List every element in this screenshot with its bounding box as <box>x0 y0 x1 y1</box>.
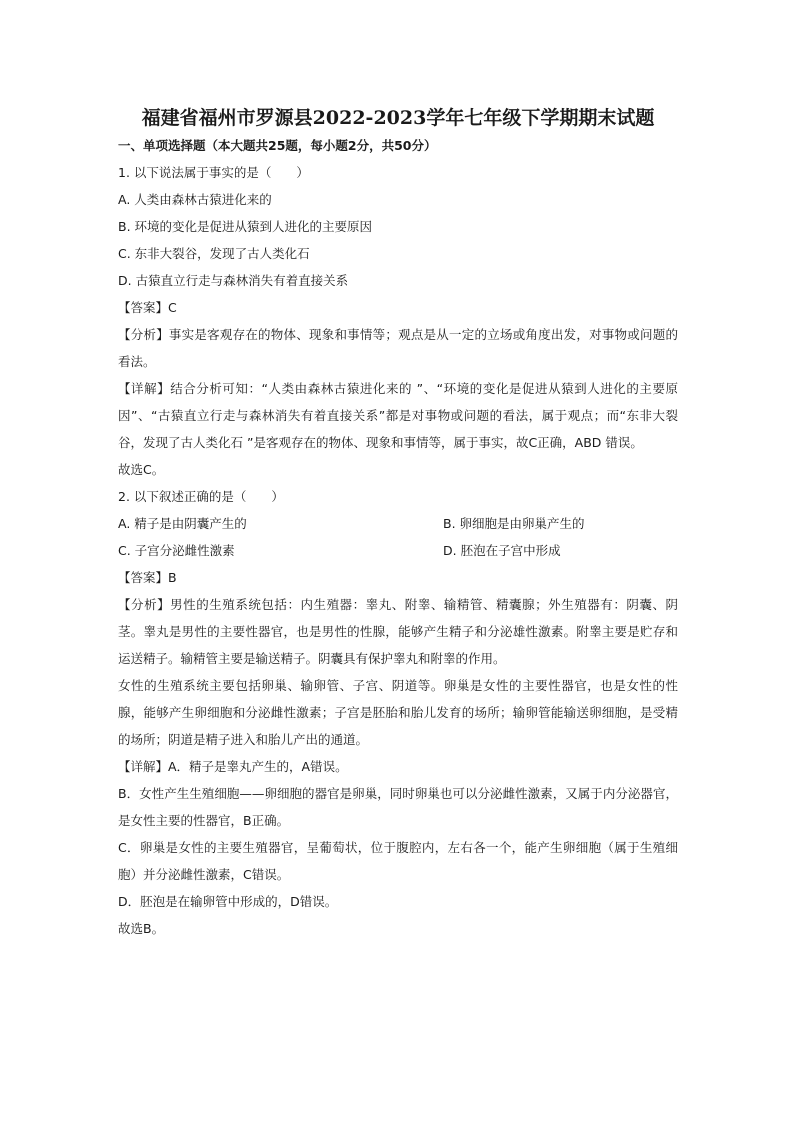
question-2 <box>118 483 678 942</box>
question-2-detail-c: C．卵巢是女性的主要生殖器官，呈葡萄状，位于腹腔内，左右各一个，能产生卵细胞（属于生殖细胞）并分泌雌性激素，C错误。 <box>118 840 678 882</box>
question-1-stem: 1. 以下说法属于事实的是（ ） <box>118 165 309 180</box>
section-heading: 一、单项选择题（本大题共25题，每小题2分，共50分） <box>118 138 437 153</box>
question-1-option-d: D. 古猿直立行走与森林消失有着直接关系 <box>118 273 349 288</box>
question-2-option-a: A. 精子是由阴囊产生的 <box>118 516 247 531</box>
question-1-answer: 【答案】C <box>118 300 177 315</box>
question-2-option-c: C. 子宫分泌雌性激素 <box>118 543 235 558</box>
question-1 <box>118 159 678 483</box>
question-2-option-b: B. 卵细胞是由卵巢产生的 <box>443 516 585 531</box>
question-1-analysis: 【分析】事实是客观存在的物体、现象和事情等；观点是从一定的立场或角度出发，对事物或问题的看法。 <box>118 327 678 369</box>
question-2-stem: 2. 以下叙述正确的是（ ） <box>118 489 284 504</box>
document-title: 福建省福州市罗源县2022-2023学年七年级下学期期末试题 <box>141 107 655 129</box>
question-1-detail: 【详解】结合分析可知：“人类由森林古猿进化来的 ”、“环境的变化是促进从猿到人进化的主要原因”、“古猿直立行走与森林消失有着直接关系”都是对事物或问题的看法，属于观点；而“东非大裂谷，发现了古人类化石 ”是客观存在的物体、现象和事情等，属于事实，故C正确，ABD 错误。 <box>118 381 678 450</box>
question-1-option-a: A. 人类由森林古猿进化来的 <box>118 192 272 207</box>
question-2-analysis-female: 女性的生殖系统主要包括卵巢、输卵管、子宫、阴道等。卵巢是女性的主要性器官，也是女性的性腺，能够产生卵细胞和分泌雌性激素；子宫是胚胎和胎儿发育的场所；输卵管能输送卵细胞，是受精的场所；阴道是精子进入和胎儿产出的通道。 <box>118 678 678 747</box>
question-1-option-c: C. 东非大裂谷，发现了古人类化石 <box>118 246 310 261</box>
question-2-conclusion: 故选B。 <box>118 921 165 936</box>
question-2-analysis-male: 【分析】男性的生殖系统包括：内生殖器：睾丸、附睾、输精管、精囊腺；外生殖器有：阴囊、阴茎。睾丸是男性的主要性器官，也是男性的性腺，能够产生精子和分泌雄性激素。附睾主要是贮存和运送精子。输精管主要是输送精子。阴囊具有保护睾丸和附睾的作用。 <box>118 597 678 666</box>
question-2-detail-d: D．胚泡是在输卵管中形成的，D错误。 <box>118 894 338 909</box>
question-2-detail-b: B．女性产生生殖细胞——卵细胞的器官是卵巢，同时卵巢也可以分泌雌性激素，又属于内分泌器官，是女性主要的性器官，B正确。 <box>118 786 678 828</box>
document-content <box>118 104 678 942</box>
question-2-detail-a: 【详解】A．精子是睾丸产生的，A错误。 <box>118 759 348 774</box>
question-1-option-b: B. 环境的变化是促进从猿到人进化的主要原因 <box>118 219 373 234</box>
question-2-option-d: D. 胚泡在子宫中形成 <box>443 543 561 558</box>
question-2-answer: 【答案】B <box>118 570 177 585</box>
question-2-options <box>118 510 678 564</box>
question-1-conclusion: 故选C。 <box>118 462 165 477</box>
